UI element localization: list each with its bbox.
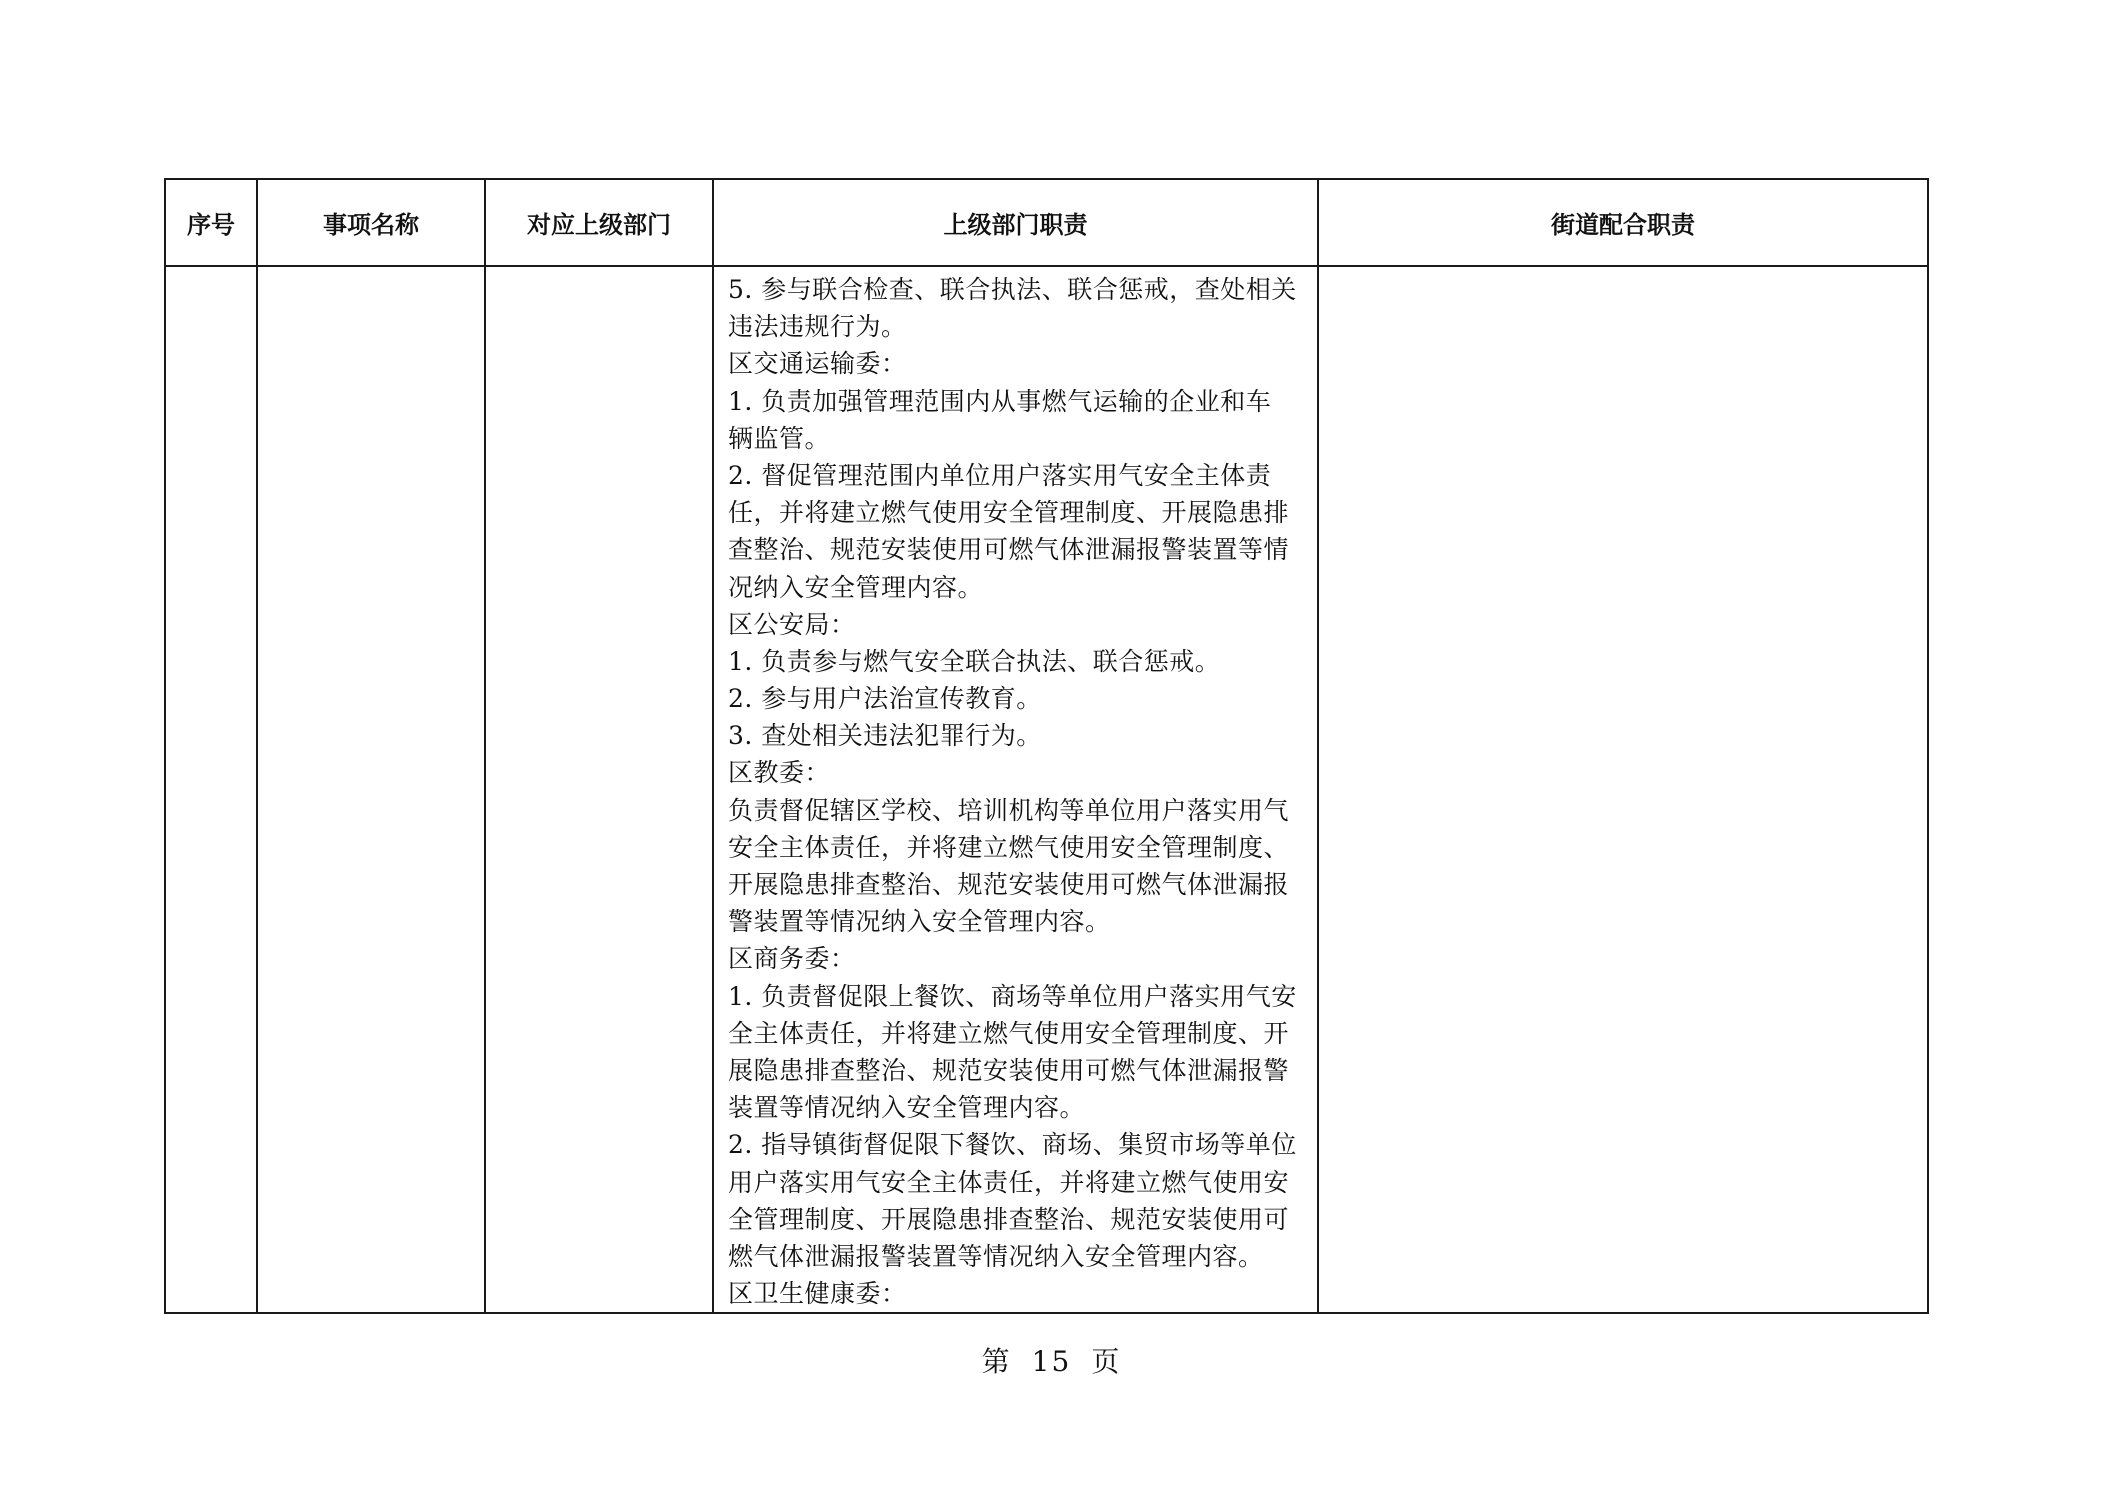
cell-superior-dept [485, 266, 713, 1313]
duty-line: 违法违规行为。 [728, 312, 907, 342]
duty-line: 区教委： [728, 758, 831, 788]
duty-line: 负责督促辖区学校、培训机构等单位用户落实用气 [728, 795, 1290, 825]
page-prefix: 第 [981, 1345, 1012, 1378]
duty-line: 开展隐患排查整治、规范安装使用可燃气体泄漏报 [728, 870, 1290, 899]
duty-line: 安全主体责任，并将建立燃气使用安全管理制度、 [728, 832, 1290, 862]
duty-line: 全主体责任，并将建立燃气使用安全管理制度、开 [728, 1018, 1290, 1048]
duty-line: 区商务委： [728, 944, 856, 974]
cell-seq [165, 266, 257, 1313]
duty-line: 1. 负责参与燃气安全联合执法、联合惩戒。 [728, 646, 1221, 676]
table-row [165, 266, 1928, 1313]
duty-line: 用户落实用气安全主体责任，并将建立燃气使用安 [728, 1167, 1290, 1197]
header-seq: 序号 [165, 179, 257, 266]
page-suffix: 页 [1091, 1345, 1122, 1378]
duty-line: 燃气体泄漏报警装置等情况纳入安全管理内容。 [728, 1241, 1264, 1271]
header-superior-duty: 上级部门职责 [713, 179, 1318, 266]
duty-line: 查整治、规范安装使用可燃气体泄漏报警装置等情 [728, 535, 1290, 565]
duty-line: 区交通运输委： [728, 349, 907, 379]
duty-line: 警装置等情况纳入安全管理内容。 [728, 907, 1111, 937]
duty-line: 1. 负责督促限上餐饮、商场等单位用户落实用气安 [728, 981, 1297, 1011]
page-number: 15 [1031, 1345, 1072, 1378]
duty-line: 装置等情况纳入安全管理内容。 [728, 1093, 1086, 1123]
header-superior-dept: 对应上级部门 [485, 179, 713, 266]
duty-line: 2. 参与用户法治宣传教育。 [728, 684, 1042, 714]
duty-line: 任，并将建立燃气使用安全管理制度、开展隐患排 [728, 498, 1290, 528]
duty-line: 辆监管。 [728, 423, 831, 453]
duty-line: 5. 参与联合检查、联合执法、联合惩戒，查处相关 [728, 275, 1297, 304]
duty-line: 况纳入安全管理内容。 [728, 572, 984, 602]
duty-line: 2. 指导镇街督促限下餐饮、商场、集贸市场等单位 [728, 1130, 1297, 1160]
cell-superior-duty [713, 266, 1318, 1313]
duty-line: 2. 督促管理范围内单位用户落实用气安全主体责 [728, 460, 1272, 490]
duty-line: 1. 负责加强管理范围内从事燃气运输的企业和车 [728, 386, 1272, 416]
duty-line: 展隐患排查整治、规范安装使用可燃气体泄漏报警 [728, 1055, 1290, 1085]
header-street-duty: 街道配合职责 [1318, 179, 1928, 266]
duty-text-block [714, 267, 1317, 1312]
table-header-row [165, 179, 1928, 266]
cell-street-duty [1318, 266, 1928, 1313]
header-item-name: 事项名称 [257, 179, 485, 266]
cell-item-name [257, 266, 485, 1313]
duty-table [164, 178, 1929, 1314]
duty-line: 全管理制度、开展隐患排查整治、规范安装使用可 [728, 1204, 1290, 1234]
duty-line: 区公安局： [728, 609, 856, 639]
duty-line: 3. 查处相关违法犯罪行为。 [728, 721, 1042, 751]
duty-line: 区卫生健康委： [728, 1279, 907, 1309]
page-footer [0, 1340, 2103, 1380]
